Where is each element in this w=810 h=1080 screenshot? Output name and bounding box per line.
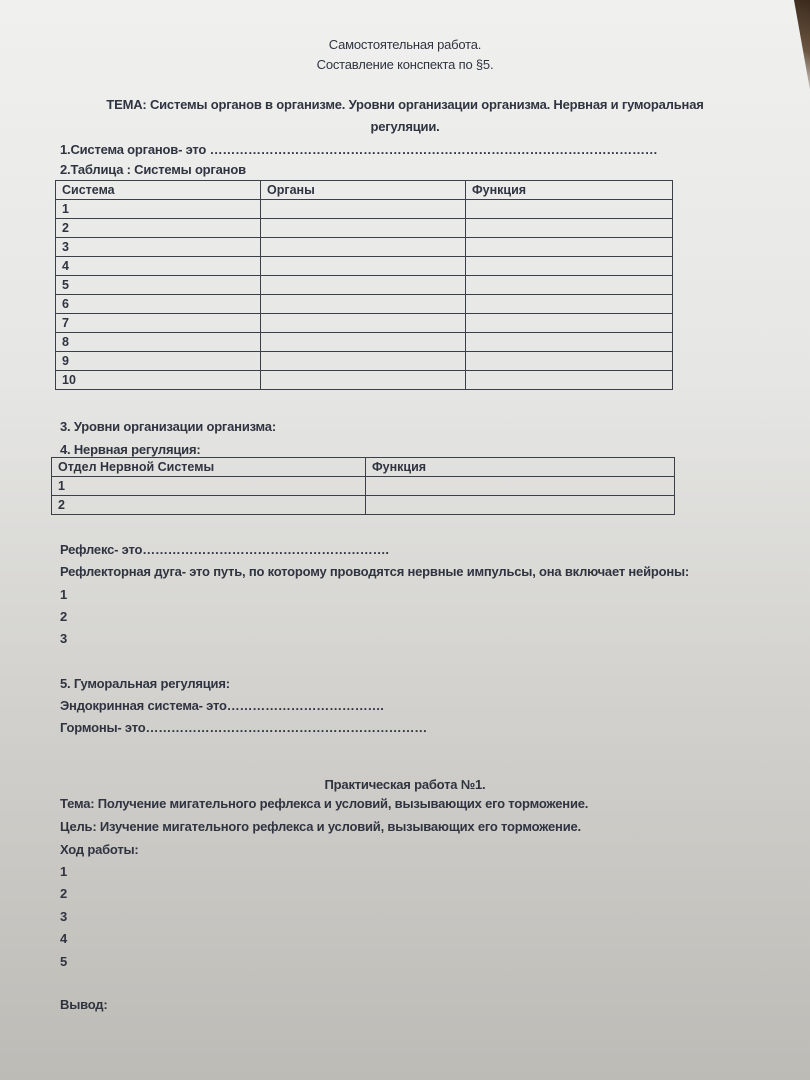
empty-cell (261, 200, 466, 219)
row-number: 4 (56, 257, 261, 276)
empty-cell (261, 352, 466, 371)
table-header-row (56, 181, 673, 200)
empty-cell (261, 276, 466, 295)
empty-cell (366, 477, 675, 496)
reflex-arc-definition: Рефлекторная дуга- это путь, по которому проводятся нервные импульсы, она включает нейроны: (60, 564, 690, 579)
row-number: 1 (56, 200, 261, 219)
row-number: 2 (52, 496, 366, 515)
endocrine-definition: Эндокринная система- это………………………………. (60, 698, 384, 713)
nervous-system-table (51, 457, 675, 515)
practical-goal: Цель: Изучение мигательного рефлекса и условий, вызывающих его торможение. (60, 819, 581, 834)
empty-cell (466, 314, 673, 333)
hormones-definition: Гормоны- это………………………………………………………… (60, 720, 428, 735)
empty-cell (466, 371, 673, 390)
step-item: 1 (60, 864, 68, 879)
empty-cell (261, 238, 466, 257)
organ-systems-table (55, 180, 673, 390)
table-row (56, 352, 673, 371)
empty-cell (466, 333, 673, 352)
arc-item: 2 (60, 609, 68, 624)
step-item: 3 (60, 909, 68, 924)
empty-cell (261, 371, 466, 390)
row-number: 3 (56, 238, 261, 257)
table-row (56, 200, 673, 219)
table-row (56, 295, 673, 314)
step-item: 5 (60, 954, 68, 969)
header-cell: Функция (466, 181, 673, 200)
empty-cell (366, 496, 675, 515)
topic-line-2: регуляции. (370, 119, 440, 134)
document-title: Самостоятельная работа. (328, 37, 482, 52)
arc-item: 3 (60, 631, 68, 646)
row-number: 10 (56, 371, 261, 390)
table-row (56, 333, 673, 352)
row-number: 6 (56, 295, 261, 314)
table-row (52, 477, 675, 496)
row-number: 2 (56, 219, 261, 238)
topic-line-1: ТЕМА: Системы органов в организме. Уровни организации организма. Нервная и гуморальная (106, 97, 704, 112)
question-2: 2.Таблица : Системы органов (60, 162, 246, 177)
empty-cell (466, 219, 673, 238)
row-number: 1 (52, 477, 366, 496)
document-subtitle: Составление конспекта по §5. (316, 57, 494, 72)
practical-topic: Тема: Получение мигательного рефлекса и условий, вызывающих его торможение. (60, 796, 589, 811)
reflex-definition: Рефлекс- это…………………………………………………. (60, 542, 389, 557)
table-row (56, 238, 673, 257)
question-4: 4. Нервная регуляция: (60, 442, 201, 457)
empty-cell (466, 200, 673, 219)
header-cell: Функция (366, 458, 675, 477)
row-number: 8 (56, 333, 261, 352)
empty-cell (466, 352, 673, 371)
empty-cell (261, 333, 466, 352)
empty-cell (466, 257, 673, 276)
header-cell: Органы (261, 181, 466, 200)
question-5: 5. Гуморальная регуляция: (60, 676, 230, 691)
arc-item: 1 (60, 587, 68, 602)
empty-cell (261, 219, 466, 238)
empty-cell (466, 276, 673, 295)
empty-cell (261, 314, 466, 333)
table-row (56, 314, 673, 333)
table-row (56, 371, 673, 390)
row-number: 5 (56, 276, 261, 295)
empty-cell (261, 257, 466, 276)
question-3: 3. Уровни организации организма: (60, 419, 276, 434)
table-row (56, 276, 673, 295)
empty-cell (261, 295, 466, 314)
practical-title: Практическая работа №1. (324, 777, 486, 792)
table-row (56, 219, 673, 238)
header-cell: Отдел Нервной Системы (52, 458, 366, 477)
table-row (52, 496, 675, 515)
header-cell: Система (56, 181, 261, 200)
row-number: 9 (56, 352, 261, 371)
practical-progress: Ход работы: (60, 842, 139, 857)
row-number: 7 (56, 314, 261, 333)
empty-cell (466, 238, 673, 257)
step-item: 4 (60, 931, 68, 946)
question-1: 1.Система органов- это …………………………………………………………………………………………… (60, 142, 658, 157)
empty-cell (466, 295, 673, 314)
table-header-row (52, 458, 675, 477)
table-row (56, 257, 673, 276)
conclusion-label: Вывод: (60, 997, 108, 1012)
step-item: 2 (60, 886, 68, 901)
